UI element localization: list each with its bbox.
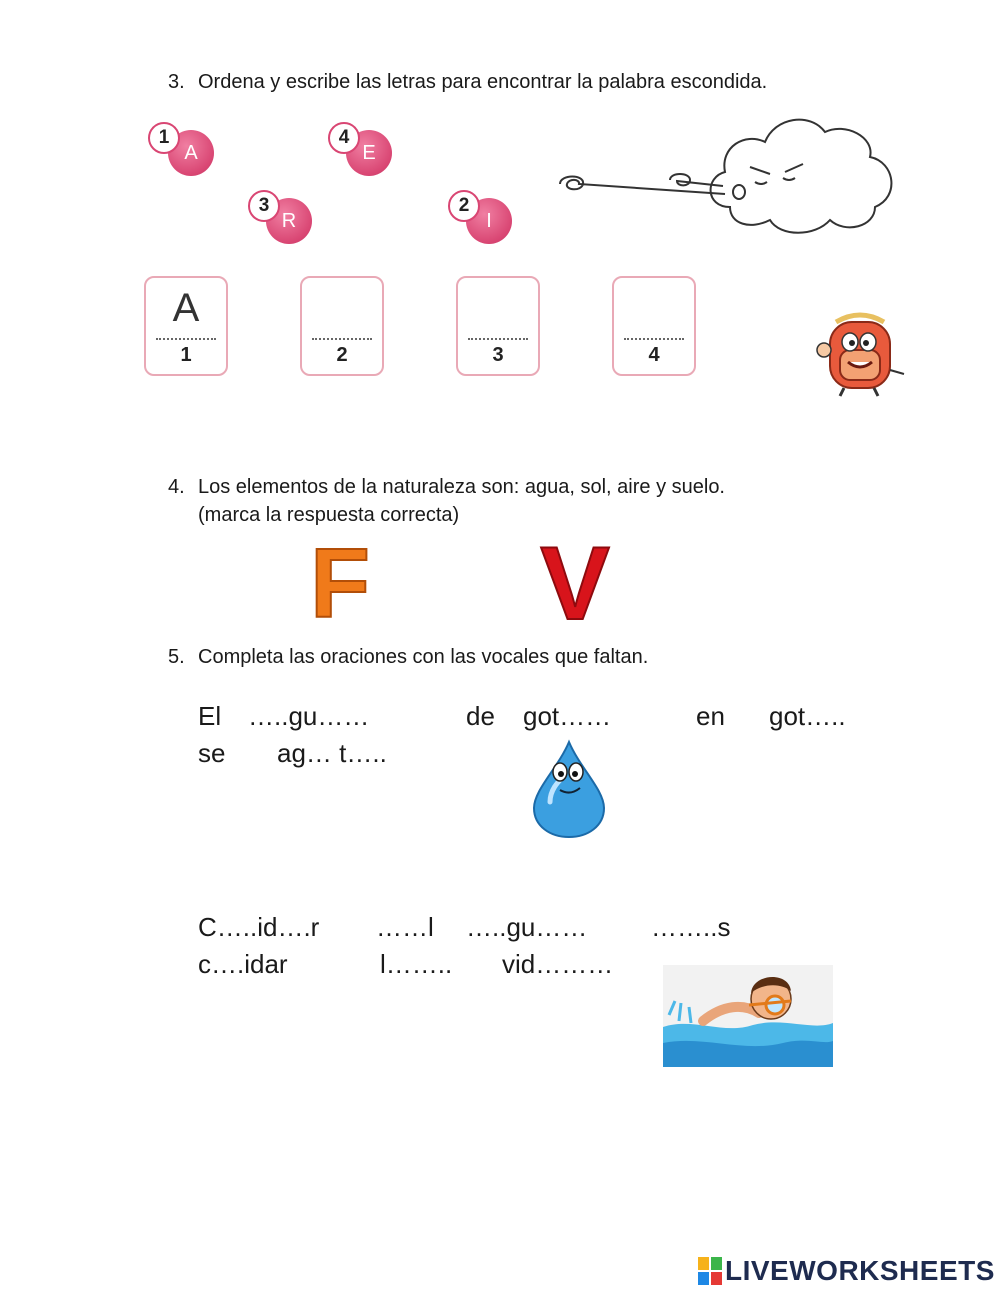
answer-box-4[interactable] (612, 276, 696, 376)
word-en: en (696, 701, 725, 731)
fill-word-el[interactable]: ……l (376, 912, 434, 942)
bubble-letter: A (184, 142, 198, 164)
bubble-letter: I (486, 210, 492, 232)
fill-word-cuidar-2[interactable]: c….idar (198, 949, 288, 979)
answer-box-number: 2 (336, 344, 348, 366)
word-se: se (198, 738, 226, 768)
question-4-number: 4. (168, 476, 185, 498)
writing-line (468, 338, 528, 340)
bubble-number: 1 (148, 122, 180, 154)
question-3 (168, 68, 767, 96)
swimmer-icon (663, 965, 833, 1067)
bubble-number: 4 (328, 122, 360, 154)
question-3-instruction: Ordena y escribe las letras para encontrar la palabra escondida. (198, 71, 768, 93)
bubble-letter: R (281, 210, 297, 232)
question-5 (168, 643, 648, 671)
question-5-instruction: Completa las oraciones con las vocales que faltan. (198, 646, 649, 668)
answer-box-number: 3 (492, 344, 504, 366)
writing-line (624, 338, 684, 340)
word-de: de (466, 701, 495, 731)
backpack-mascot-icon (808, 310, 908, 400)
answer-box-2[interactable] (300, 276, 384, 376)
answer-box-3[interactable] (456, 276, 540, 376)
answer-box-1[interactable] (144, 276, 228, 376)
question-4-statement: Los elementos de la naturaleza son: agua, sol, aire y suelo. (198, 476, 725, 498)
water-drop-icon (528, 738, 610, 840)
fill-word-vida[interactable]: vid……… (502, 949, 614, 979)
bubble-letter: E (362, 142, 376, 164)
answer-box-number: 4 (648, 344, 660, 366)
fill-word-agota[interactable]: ag… t….. (277, 738, 387, 768)
question-4 (168, 473, 725, 529)
fill-word-agua[interactable]: …..gu…… (248, 701, 370, 731)
option-false-button[interactable] (300, 535, 380, 625)
fill-word-la[interactable]: l…….. (380, 949, 453, 979)
option-false-label: F (310, 535, 370, 625)
question-3-number: 3. (168, 71, 185, 93)
question-4-hint: (marca la respuesta correcta) (198, 504, 460, 526)
bubble-number: 3 (248, 190, 280, 222)
writing-line (312, 338, 372, 340)
fill-word-gota-1[interactable]: got…… (523, 701, 612, 731)
fill-word-es[interactable]: ……..s (651, 912, 731, 942)
fill-word-agua-2[interactable]: …..gu…… (466, 912, 588, 942)
brand-name: LIVEWORKSHEETS (725, 1255, 995, 1286)
fill-word-cuidar[interactable]: C…..id….r (198, 912, 320, 942)
writing-line (156, 338, 216, 340)
word-el: El (198, 701, 222, 731)
question-5-number: 5. (168, 646, 185, 668)
option-true-label: V (540, 535, 610, 627)
wind-cloud-icon (555, 112, 900, 242)
answer-letter: A (172, 286, 200, 330)
answer-box-number: 1 (180, 344, 192, 366)
bubble-number: 2 (448, 190, 480, 222)
option-true-button[interactable] (525, 535, 625, 627)
liveworksheets-logo-icon (698, 1257, 722, 1285)
fill-word-gota-2[interactable]: got….. (769, 701, 846, 731)
